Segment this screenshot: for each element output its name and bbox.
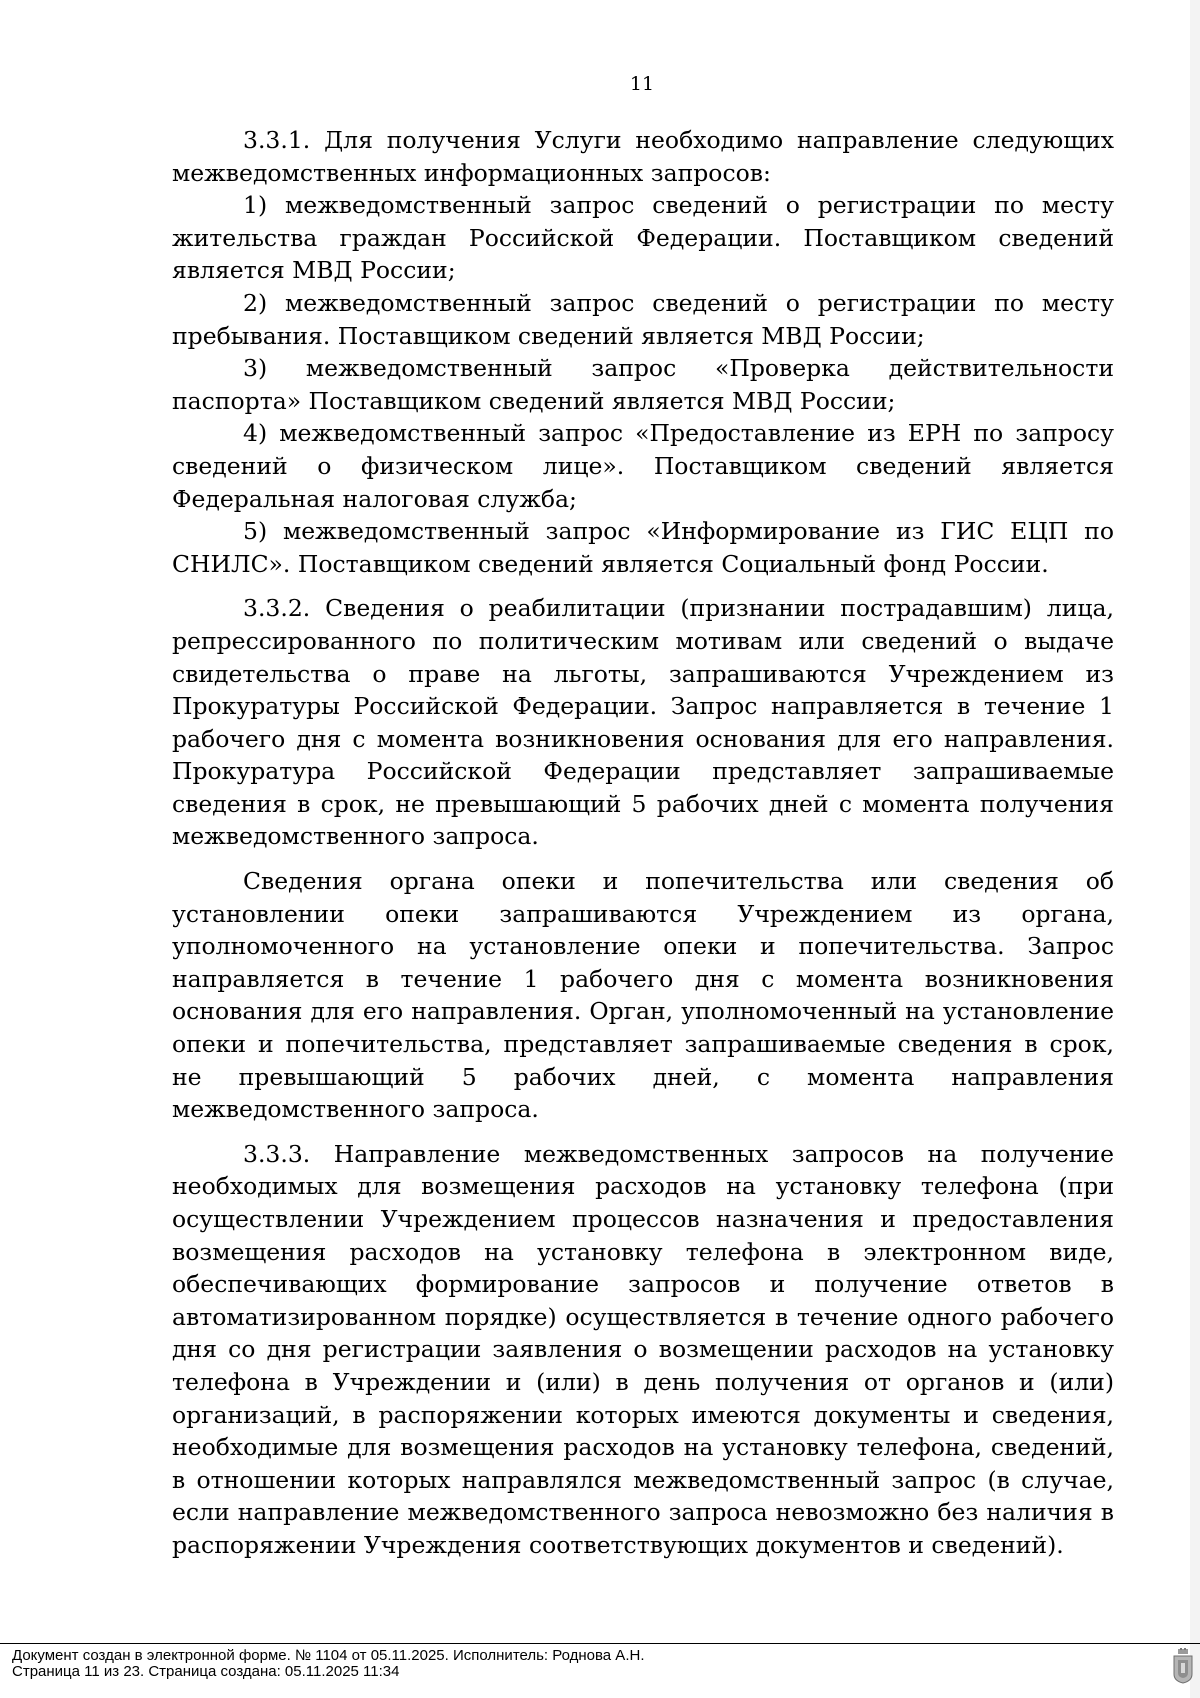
page-number: 11 (629, 73, 655, 95)
footer-divider (0, 1643, 1200, 1644)
footer-line-page-info: Страница 11 из 23. Страница создана: 05.11.2025 11:34 (12, 1663, 400, 1680)
list-item-5: 5) межведомственный запрос «Информирование из ГИС ЕЦП по СНИЛС». Поставщиком сведений является Социальный фонд России. (172, 517, 1114, 578)
page-edge (1190, 0, 1200, 1698)
paragraph-3-3-2: 3.3.2. Сведения о реабилитации (признании пострадавшим) лица, репрессированного по политическим мотивам или сведений о выдаче свидетельства о праве на льготы, запрашиваются Учреждением из Прокуратуры Российской Федерации. Запрос направляется в течение 1 рабочего дня с момента возникновения основания для его направления. Прокуратура Российской Федерации представляет запрашиваемые сведения в срок, не превышающий 5 рабочих дней с момента получения межведомственного запроса. (172, 594, 1114, 851)
paragraph-guardianship: Сведения органа опеки и попечительства или сведения об установлении опеки запрашиваются Учреждением из органа, уполномоченного на установление опеки и попечительства. Запрос направляется в течение 1 рабочего дня с момента возникновения основания для его направления. Орган, уполномоченный на установление опеки и попечительства, представляет запрашиваемые сведения в срок, не превышающий 5 рабочих дней, с момента направления межведомственного запроса. (172, 867, 1114, 1124)
list-item-3: 3) межведомственный запрос «Проверка действительности паспорта» Поставщиком сведений является МВД России; (172, 354, 1114, 415)
footer-line-document-info: Документ создан в электронной форме. № 1104 от 05.11.2025. Исполнитель: Роднова А.Н. (12, 1647, 645, 1664)
list-item-4: 4) межведомственный запрос «Предоставление из ЕРН по запросу сведений о физическом лице». Поставщиком сведений является Федеральная налоговая служба; (172, 419, 1114, 513)
document-body (172, 124, 1114, 1562)
list-item-1: 1) межведомственный запрос сведений о регистрации по месту жительства граждан Российской Федерации. Поставщиком сведений является МВД России; (172, 191, 1114, 285)
paragraph-3-3-1: 3.3.1. Для получения Услуги необходимо направление следующих межведомственных информационных запросов: (172, 126, 1114, 187)
coat-of-arms-icon (1172, 1648, 1194, 1684)
paragraph-3-3-3: 3.3.3. Направление межведомственных запросов на получение необходимых для возмещения расходов на установку телефона (при осуществлении Учреждением процессов назначения и предоставления возмещения расходов на установку телефона в электронном виде, обеспечивающих формирование запросов и получение ответов в автоматизированном порядке) осуществляется в течение одного рабочего дня со дня регистрации заявления о возмещении расходов на установку телефона в Учреждении и (или) в день получения от органов и (или) организаций, в распоряжении которых имеются документы и сведения, необходимые для возмещения расходов на установку телефона, сведений, в отношении которых направлялся межведомственный запрос (в случае, если направление межведомственного запроса невозможно без наличия в распоряжении Учреждения соответствующих документов и сведений). (172, 1139, 1114, 1559)
list-item-2: 2) межведомственный запрос сведений о регистрации по месту пребывания. Поставщиком сведений является МВД России; (172, 288, 1114, 350)
document-footer (12, 1648, 1112, 1680)
